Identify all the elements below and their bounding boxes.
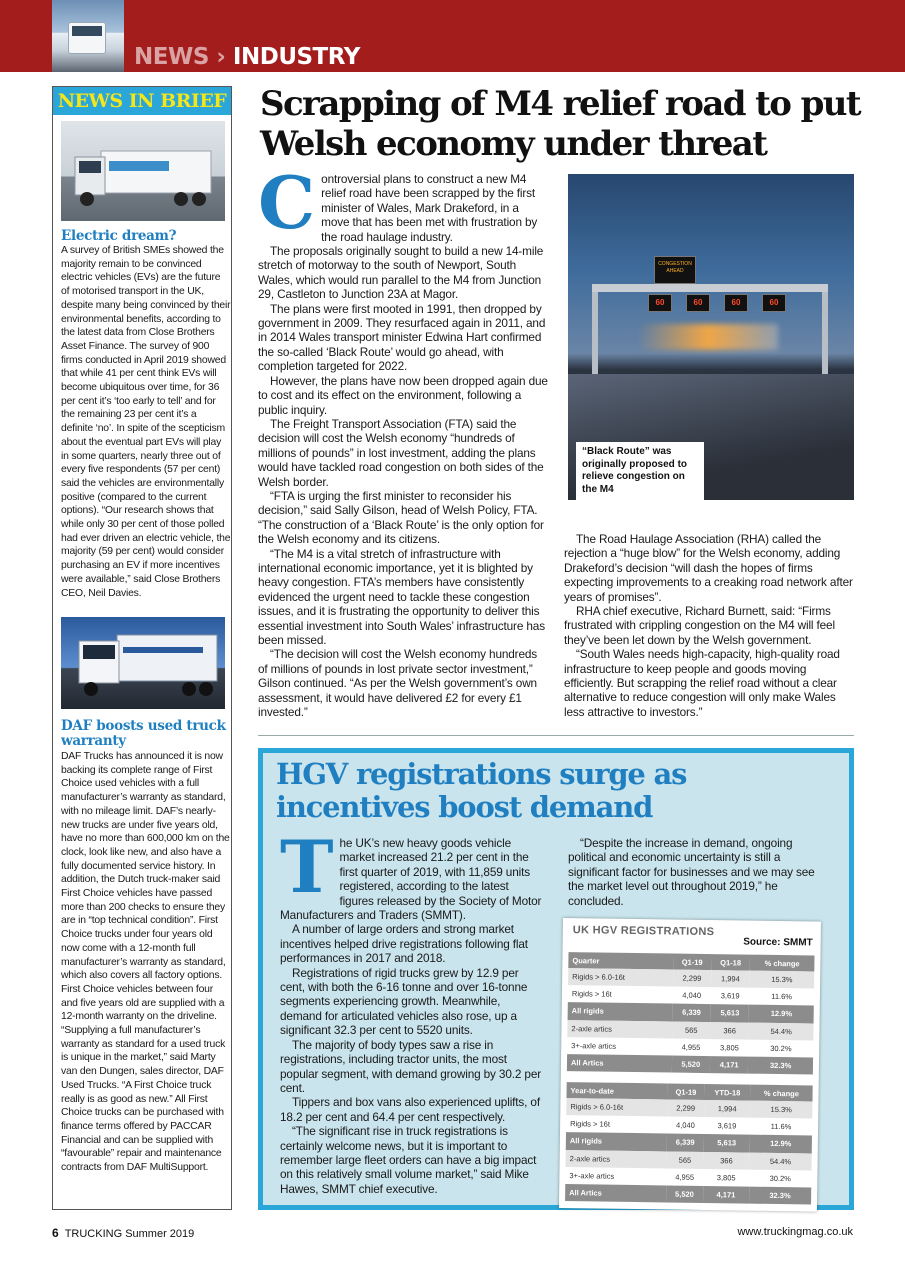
table-cell: 565 xyxy=(672,1021,711,1039)
page-header xyxy=(0,0,905,72)
hgv-paragraph: “Despite the increase in demand, ongoing political and economic uncertainty is still a significant factor for businesses and we may see the market level out throughout 2019,” he concluded. xyxy=(568,836,815,908)
hgv-headline: HGV registrations surge as incentives boost demand xyxy=(276,757,687,824)
table-cell: 30.2% xyxy=(769,1173,791,1184)
page-number: 6 xyxy=(52,1226,59,1240)
speed-sign: 60 xyxy=(762,294,786,312)
table-cell: 30.2% xyxy=(770,1043,792,1054)
table-cell: 2-axle artics xyxy=(566,1150,667,1169)
story2-headline: DAF boosts used truck warranty xyxy=(61,718,226,749)
table-cell: 2,299 xyxy=(673,970,712,988)
publication-name: TRUCKING Summer 2019 xyxy=(64,1228,195,1240)
table-cell: 5,613 xyxy=(711,1004,750,1022)
story1-headline: Electric dream? xyxy=(61,228,177,244)
table-cell: 4,171 xyxy=(703,1186,749,1204)
photo-caption: “Black Route” was originally proposed to relieve congestion on the M4 xyxy=(576,442,704,500)
table-title: UK HGV REGISTRATIONS xyxy=(572,924,715,939)
hgv-dropcap: T xyxy=(280,824,334,909)
table-cell: Rigids > 6.0-16t xyxy=(568,968,673,987)
table-cell: 54.4% xyxy=(749,1022,814,1040)
article-paragraph: RHA chief executive, Richard Burnett, said: “Firms frustrated with crippling congestion on the M4 will feel they’ve been let down by the Welsh government. xyxy=(564,604,835,647)
hgv-column-1 xyxy=(280,824,544,1196)
gantry-post-left xyxy=(592,284,598,384)
hgv-paragraph: “The significant rise in truck registrations is certainly welcome news, but it is important to remember large fleet orders can have a big impact on this relatively small volume market,” said Mike Hawes, SMMT chief executive. xyxy=(280,1124,537,1196)
table-cell: 3+-axle artics xyxy=(569,1170,615,1181)
hgv-paragraph: The majority of body types saw a rise in registrations, including tractor units, the most popular segment, with demand growing by 30.2 per cent. xyxy=(280,1037,542,1095)
table-header-cell: Q1-19 xyxy=(667,1083,704,1100)
article-paragraph: However, the plans have now been dropped again due to cost and its effect on the environment, following a public inquiry. xyxy=(258,373,548,417)
table-cell: 3+-axle artics xyxy=(571,1040,617,1051)
table-cell: 12.9% xyxy=(749,1005,814,1023)
quarter-table xyxy=(567,952,815,1075)
table-header-cell: Year-to-date xyxy=(566,1082,667,1099)
table-header-cell: YTD-18 xyxy=(704,1084,750,1101)
daf-truck-photo xyxy=(61,617,225,709)
subsection-label: INDUSTRY xyxy=(232,44,360,70)
table-cell: Rigids > 16t xyxy=(571,989,612,999)
table-cell: 11.6% xyxy=(771,992,793,1002)
header-truck-image xyxy=(52,0,124,72)
article-dropcap: C xyxy=(258,160,316,245)
speed-sign: 60 xyxy=(686,294,710,312)
story1-body: A survey of British SMEs showed the majority remain to be convinced electric vehicles (EVs) are the future of motorised transport in the UK, despite many being convinced by their environmental benefits, according to the latest data from Close Brothers Asset Finance. The survey of 900 firms conducted in April 2019 showed that while 41 per cent think EVs will become ubiquitous over time, for 36 per cent it’s ‘too early to tell’ and for the remaining 23 per cent it’s a definite ‘no’. In spite of the scepticism about the eventual part EVs will play in some quarters, nearly three out of every five respondents (57 per cent) said the vehicles are environmentally positive (compared to the current options). “Our research shows that while only 30 per cent of those polled had ever driven an electric vehicle, the majority (59 per cent) would consider purchasing an EV if more incentives were available,” said Close Brothers CEO, Neil Davies. xyxy=(61,245,231,599)
truck-windscreen-shape xyxy=(72,26,102,36)
variable-message-sign: CONGESTION AHEAD xyxy=(654,256,696,284)
table-cell: 5,613 xyxy=(704,1134,750,1152)
table-cell: 6,339 xyxy=(667,1134,704,1152)
table-header-cell: % change xyxy=(750,955,815,972)
table-cell: Rigids > 6.0-16t xyxy=(566,1098,667,1117)
gantry-beam xyxy=(592,284,828,292)
table-cell: 4,171 xyxy=(710,1056,749,1074)
hgv-lead: he UK’s new heavy goods vehicle market increased 21.2 per cent in the first quarter of 2019, with 11,859 units registered, according to the latest figures released by the Society of Motor Manufacturers and Traders (SMMT). xyxy=(280,836,542,923)
table-row xyxy=(565,1184,811,1205)
table-cell: 54.4% xyxy=(749,1152,811,1170)
table-header-cell: Quarter xyxy=(568,952,673,969)
table-cell: 3,619 xyxy=(717,1121,737,1131)
speed-sign: 60 xyxy=(648,294,672,312)
table-cell: All Artics xyxy=(567,1054,672,1073)
news-in-brief-sidebar xyxy=(52,86,232,1210)
section-separator: › xyxy=(216,44,226,70)
article-paragraph: The plans were first mooted in 1991, then dropped by government in 2009. They resurfaced again in 2011, and in 2014 Wales transport minister Edwina Hart confirmed the so-called ‘Black Route’ would go ahead, with completion targeted for 2022. xyxy=(258,301,546,374)
table-cell: 366 xyxy=(710,1022,749,1040)
article-paragraph: “The decision will cost the Welsh economy hundreds of millions of pounds in lost private sector investment,” Gilson continued. “As per the Welsh government’s own assessment, it would have delivered £2 for every £1 invested.” xyxy=(258,647,538,720)
electric-truck-photo xyxy=(61,121,225,221)
table-cell: 12.9% xyxy=(750,1135,812,1153)
sidebar-title: NEWS IN BRIEF xyxy=(53,87,231,115)
article-column-2 xyxy=(564,532,854,719)
article-paragraph: “South Wales needs high-capacity, high-quality road infrastructure to keep people and goods moving efficiently. But scrapping the relief road without a clear alternative to reduce congestion will only make Wales less attractive to investors.” xyxy=(564,647,840,719)
table-cell: 5,520 xyxy=(671,1055,710,1073)
table-source: Source: SMMT xyxy=(743,936,813,949)
table-cell: 11.6% xyxy=(770,1122,792,1132)
article-paragraph: “The M4 is a vital stretch of infrastructure with international economic importance, yet it is blighted by heavy congestion. FTA’s members have consistently evidenced the urgent need to tackle these congestion issues, and it is frustrating the opportunity to deliver this essential investment into South Wales’ infrastructure has been missed. xyxy=(258,546,545,647)
electric-truck-illustration xyxy=(61,121,225,221)
hgv-paragraph: Tippers and box vans also experienced uplifts, of 18.2 per cent and 64.4 per cent respectively. xyxy=(280,1095,540,1124)
article-lead: ontroversial plans to construct a new M4 relief road have been scrapped by the first minister of Wales, Mark Drakeford, in a move that has been met with frustration by the road haulage industry. xyxy=(321,172,538,244)
table-cell: 1,994 xyxy=(704,1100,750,1118)
website-url: www.truckingmag.co.uk xyxy=(737,1226,853,1238)
table-cell: 15.3% xyxy=(750,1101,812,1119)
daf-truck-illustration xyxy=(61,617,225,709)
traffic-light-trails xyxy=(638,324,778,350)
table-cell: 1,994 xyxy=(711,970,750,988)
article-paragraph: “FTA is urging the first minister to reconsider his decision,” said Sally Gilson, head of Welsh Policy, FTA. “The construction of a ‘Black Route’ is the only option for the Welsh economy and its citizens. xyxy=(258,488,544,547)
section-divider xyxy=(258,735,854,736)
table-cell: 4,955 xyxy=(675,1172,695,1182)
table-cell: 3,805 xyxy=(716,1173,736,1183)
section-title xyxy=(134,44,360,70)
table-cell: 4,040 xyxy=(675,1120,695,1131)
hgv-paragraph: A number of large orders and strong market incentives helped drive registrations following flat performances in 2017 and 2018. xyxy=(280,922,528,966)
article-headline: Scrapping of M4 relief road to put Welsh economy under threat xyxy=(260,84,860,164)
story2-body: DAF Trucks has announced it is now backing its complete range of First Choice used vehicles with a full manufacturer’s warranty as standard, with no mileage limit. DAF’s nearly-new trucks are under five years old, have no more than 600,000 km on the clock, look like new, and also have a fully documented service history. In addition, the Dutch truck-maker said First Choice vehicles have passed more than 200 checks to ensure they are in “top technical condition”. First Choice trucks under four years old now come with a 12-month full manufacturer’s warranty as standard, which also covers all factory options. First Choice vehicles between four and five years old are supplied with a 12-month warranty on the driveline. “Supplying a full manufacturer’s warranty as standard for a used truck is unique in the market,” said Marty van den Dungen, sales director, DAF Used Trucks. “A First Choice truck really is as good as new.” All First Choice trucks can be purchased with finance terms offered by PACCAR Financial and can be supplied with “favourable” repair and maintenance contracts from DAF MultiSupport. xyxy=(61,751,230,1174)
table-cell: 3,619 xyxy=(720,991,740,1001)
table-header-cell: Q1-19 xyxy=(673,954,712,971)
table-header-cell: % change xyxy=(750,1085,812,1102)
table-cell: 32.3% xyxy=(748,1057,813,1075)
speed-sign: 60 xyxy=(724,294,748,312)
page-footer-left xyxy=(52,1226,194,1240)
table-cell: 2-axle artics xyxy=(567,1020,672,1039)
table-header-cell: Q1-18 xyxy=(711,954,750,971)
table-cell: Rigids > 16t xyxy=(570,1119,611,1129)
article-column-1 xyxy=(258,160,548,720)
hgv-column-2 xyxy=(568,836,832,908)
article-paragraph: The Freight Transport Association (FTA) said the decision will cost the Welsh economy “hundreds of millions of pounds” in lost investment, adding the plans would have tackled road congestion on both sides of the Welsh border. xyxy=(258,416,544,489)
table-cell: 3,805 xyxy=(719,1043,739,1053)
hgv-paragraph: Registrations of rigid trucks grew by 12.9 per cent, with both the 6-16 tonne and over 16-tonne segments experiencing growth. Meanwhile, demand for articulated vehicles also rose, up a significant 32.3 per cent to 5520 units. xyxy=(280,965,528,1038)
table-cell: All rigids xyxy=(566,1132,667,1151)
table-cell: All Artics xyxy=(565,1184,666,1203)
article-paragraph: The Road Haulage Association (RHA) called the rejection a “huge blow” for the Welsh economy, adding Drakeford’s decision “will dash the hopes of firms expecting improvements to a creaking road network after years of promises”. xyxy=(564,532,853,604)
year-to-date-table xyxy=(565,1082,813,1205)
hgv-registrations-table-card xyxy=(559,918,821,1212)
table-cell: All rigids xyxy=(568,1002,673,1021)
table-cell: 5,520 xyxy=(666,1185,703,1203)
table-cell: 2,299 xyxy=(667,1099,704,1117)
article-paragraph: The proposals originally sought to build a new 14-mile stretch of motorway to the south of Newport, South Wales, which would run parallel to the M4 from Junction 29, Castleton to Junction 23A at Magor. xyxy=(258,244,544,302)
table-cell: 15.3% xyxy=(749,971,814,989)
table-cell: 6,339 xyxy=(672,1004,711,1022)
table-cell: 565 xyxy=(666,1151,703,1169)
table-cell: 366 xyxy=(703,1152,749,1170)
section-label: NEWS xyxy=(134,44,209,70)
table-cell: 32.3% xyxy=(749,1187,811,1205)
table-cell: 4,955 xyxy=(681,1042,701,1052)
table-cell: 4,040 xyxy=(682,990,702,1001)
m4-gantry-photo xyxy=(568,174,854,500)
table-row xyxy=(567,1054,813,1075)
gantry-post-right xyxy=(822,284,828,384)
